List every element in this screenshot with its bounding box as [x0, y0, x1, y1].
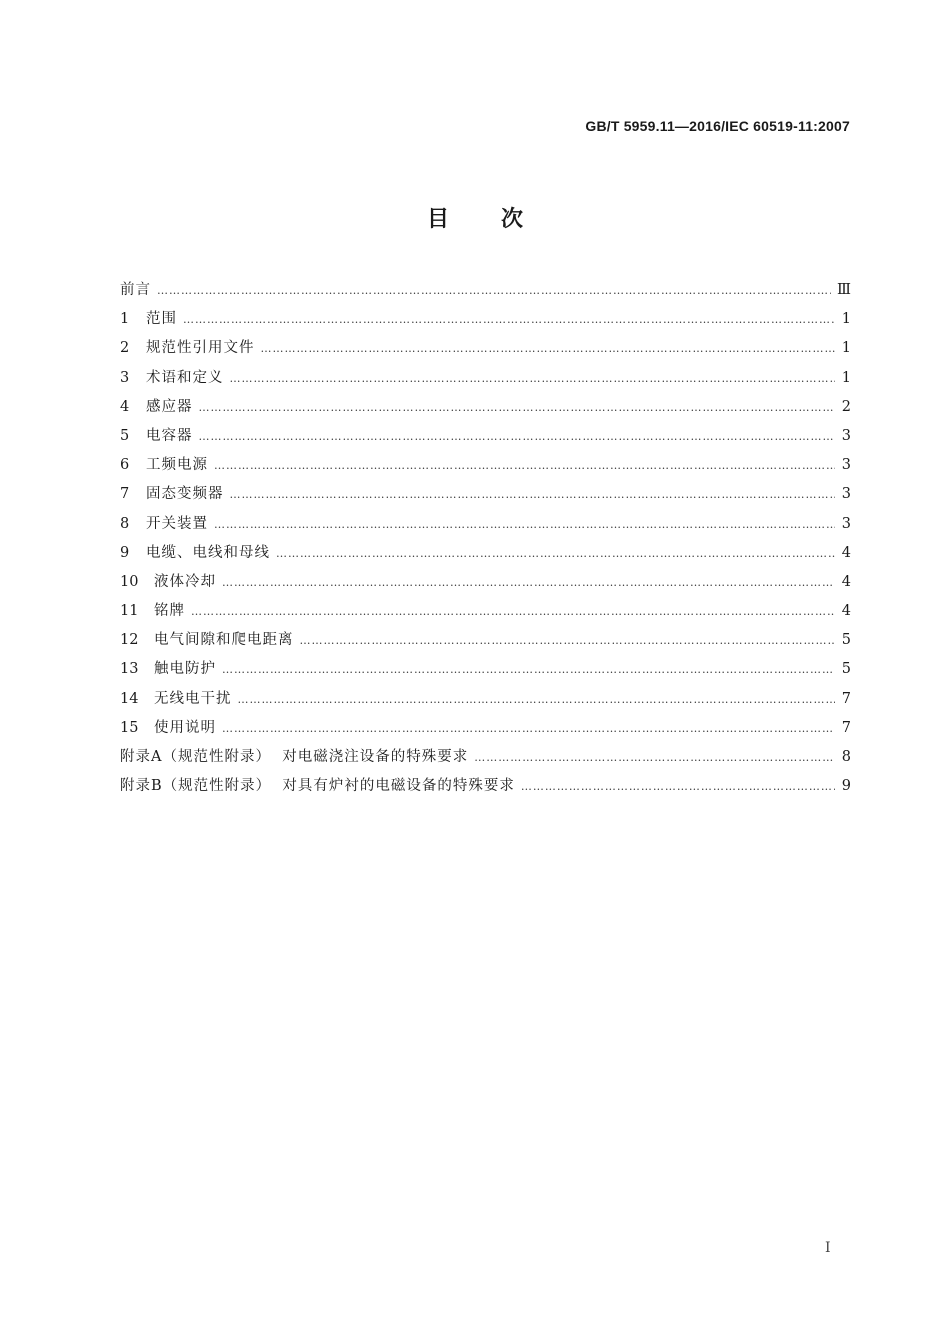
toc-page: 7	[841, 690, 851, 707]
toc-label: 电气间隙和爬电距离	[154, 632, 294, 649]
toc-page: 1	[841, 340, 851, 357]
toc-page: 5	[841, 661, 851, 678]
toc-row[interactable]	[120, 716, 851, 745]
toc-row[interactable]	[120, 424, 851, 453]
standard-number-header: GB/T 5959.11—2016/IEC 60519-11:2007	[585, 118, 850, 134]
toc-page: 3	[841, 427, 851, 444]
dot-leader	[183, 313, 835, 326]
toc-row[interactable]	[120, 336, 851, 365]
toc-label: 液体冷却	[154, 573, 216, 590]
toc-number: 12	[120, 632, 139, 649]
toc-row[interactable]	[120, 599, 851, 628]
table-of-contents	[120, 278, 851, 803]
toc-label: 开关装置	[146, 515, 208, 532]
dot-leader	[222, 576, 835, 589]
toc-row[interactable]	[120, 482, 851, 511]
toc-label: 电缆、电线和母线	[146, 544, 270, 561]
toc-label: 范围	[146, 311, 177, 328]
toc-number: 8	[120, 515, 130, 532]
toc-page: 1	[841, 311, 851, 328]
dot-leader	[230, 372, 836, 385]
dot-leader	[276, 547, 835, 560]
toc-label: 电容器	[146, 427, 193, 444]
toc-row[interactable]	[120, 657, 851, 686]
dot-leader	[222, 722, 835, 735]
dot-leader	[474, 751, 835, 764]
toc-row[interactable]	[120, 745, 851, 774]
toc-page: 7	[841, 719, 851, 736]
toc-page: 4	[841, 544, 851, 561]
dot-leader	[199, 401, 836, 414]
toc-row[interactable]	[120, 512, 851, 541]
toc-page: 9	[841, 778, 851, 795]
toc-number: 9	[120, 544, 130, 561]
dot-leader	[199, 430, 836, 443]
toc-label: 工频电源	[146, 457, 208, 474]
dot-leader	[191, 605, 835, 618]
toc-label: 感应器	[146, 398, 193, 415]
toc-page: Ⅲ	[837, 282, 851, 298]
toc-label: 使用说明	[154, 719, 216, 736]
toc-page: 5	[841, 632, 851, 649]
toc-number: 5	[120, 427, 130, 444]
toc-label: 附录A（规范性附录） 对电磁浇注设备的特殊要求	[120, 749, 469, 765]
dot-leader	[300, 634, 836, 647]
toc-row[interactable]	[120, 366, 851, 395]
toc-page: 3	[841, 486, 851, 503]
toc-label: 铭牌	[154, 603, 185, 620]
toc-number: 6	[120, 457, 130, 474]
toc-page: 3	[841, 515, 851, 532]
toc-page: 2	[841, 398, 851, 415]
dot-leader	[214, 459, 835, 472]
title-char-1: 目	[426, 207, 449, 232]
toc-label: 无线电干扰	[154, 690, 232, 707]
dot-leader	[238, 693, 836, 706]
dot-leader	[214, 518, 835, 531]
toc-number: 10	[120, 573, 139, 590]
toc-row[interactable]	[120, 395, 851, 424]
dot-leader	[157, 284, 831, 297]
toc-number: 2	[120, 340, 130, 357]
toc-row[interactable]	[120, 628, 851, 657]
toc-label: 术语和定义	[146, 369, 224, 386]
toc-label: 触电防护	[154, 661, 216, 678]
toc-label: 附录B（规范性附录） 对具有炉衬的电磁设备的特殊要求	[120, 778, 515, 795]
toc-page: 4	[841, 573, 851, 590]
toc-number: 7	[120, 486, 130, 503]
toc-number: 15	[120, 719, 139, 736]
toc-number: 1	[120, 311, 130, 328]
toc-page: 3	[841, 457, 851, 474]
toc-row[interactable]	[120, 307, 851, 336]
title-char-2: 次	[501, 207, 524, 232]
toc-page: 1	[841, 369, 851, 386]
toc-number: 4	[120, 398, 130, 415]
toc-page: 8	[841, 749, 851, 765]
toc-row[interactable]	[120, 570, 851, 599]
dot-leader	[230, 488, 836, 501]
toc-number: 3	[120, 369, 130, 386]
toc-number: 13	[120, 661, 139, 678]
dot-leader	[521, 780, 835, 793]
toc-label: 固态变频器	[146, 486, 224, 503]
toc-row[interactable]	[120, 774, 851, 803]
page-title	[0, 202, 950, 233]
toc-page: 4	[841, 603, 851, 620]
dot-leader	[261, 342, 836, 355]
toc-row[interactable]	[120, 541, 851, 570]
toc-row[interactable]	[120, 453, 851, 482]
toc-row[interactable]	[120, 687, 851, 716]
toc-number: 14	[120, 690, 139, 707]
toc-label: 规范性引用文件	[146, 340, 255, 357]
page-number-footer: I	[825, 1240, 831, 1256]
toc-number: 11	[120, 603, 139, 620]
toc-row[interactable]	[120, 278, 851, 307]
toc-label: 前言	[120, 282, 151, 298]
dot-leader	[222, 663, 835, 676]
